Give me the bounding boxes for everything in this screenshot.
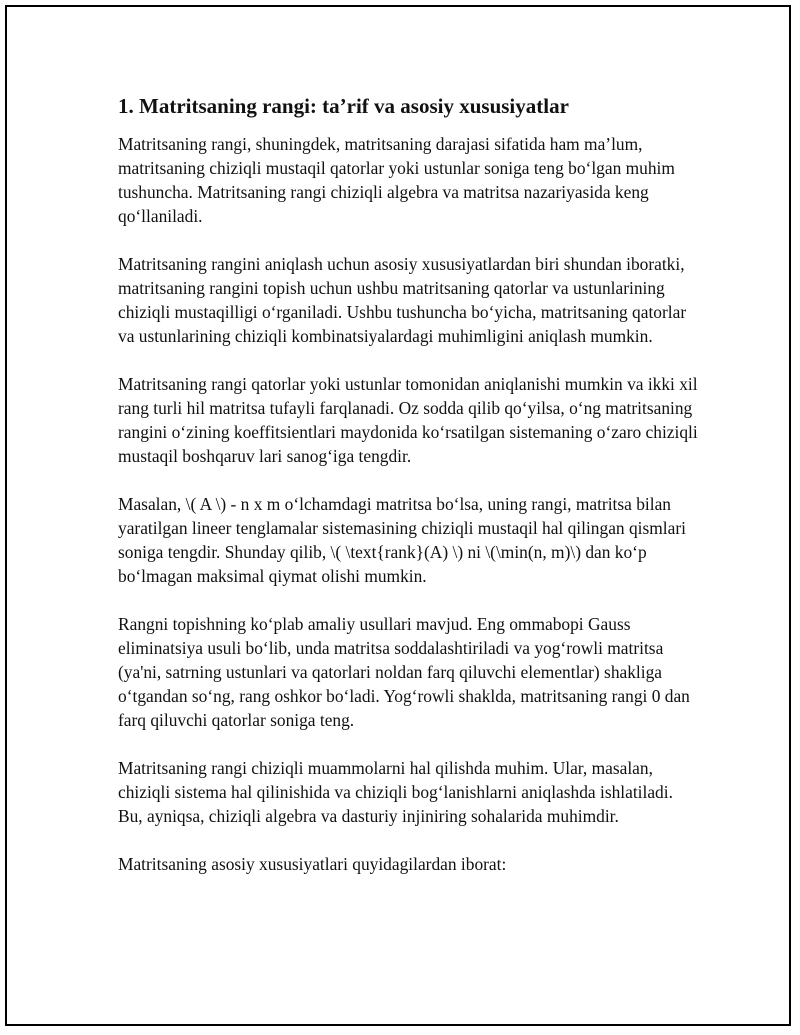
paragraph-definition: Matritsaning rangi, shuningdek, matritsaning darajasi sifatida ham ma’lum, matritsaning chiziqli mustaqil qatorlar yoki ustunlar soniga teng bo‘lgan muhim tushuncha. Matritsaning rangi chiziqli algebra va matritsa nazariyasida keng qo‘llaniladi.	[118, 134, 675, 226]
paragraph-row-column-rank: Matritsaning rangi qatorlar yoki ustunlar tomonidan aniqlanishi mumkin va ikki xil rang turli hil matritsa tufayli farqlanadi. Oz sodda qilib qo‘yilsa, o‘ng matritsaning rangini o‘zining koeffitsientlari maydonida ko‘rsatilgan sistemaning o‘zaro chiziqli mustaqil boshqaruv lari sanog‘iga tengdir.	[118, 374, 698, 466]
paragraph-applications: Matritsaning rangi chiziqli muammolarni hal qilishda muhim. Ular, masalan, chiziqli sistema hal qilinishida va chiziqli bog‘lanishlarni aniqlashda ishlatiladi. Bu, ayniqsa, chiziqli algebra va dasturiy injiniring sohalarida muhimdir.	[118, 758, 673, 826]
document-body	[118, 92, 698, 900]
paragraph-properties-intro: Matritsaning asosiy xususiyatlari quyidagilardan iborat:	[118, 854, 507, 874]
section-heading: 1. Matritsaning rangi: ta’rif va asosiy xususiyatlar	[118, 94, 569, 118]
paragraph-independence: Matritsaning rangini aniqlash uchun asosiy xususiyatlardan biri shundan iboratki, matritsaning rangini topish uchun ushbu matritsaning qatorlar va ustunlarining chiziqli mustaqilligi o‘rganiladi. Ushbu tushuncha bo‘yicha, matritsaning qatorlar va ustunlarining chiziqli kombinatsiyalardagi muhimligini aniqlash mumkin.	[118, 254, 687, 346]
paragraph-example: Masalan, \( A \) - n x m o‘lchamdagi matritsa bo‘lsa, uning rangi, matritsa bilan yaratilgan lineer tenglamalar sistemasining chiziqli mustaqil hal qilingan qismlari soniga tengdir. Shunday qilib, \( \text{rank}(A) \) ni \(\min(n, m)\) dan ko‘p bo‘lmagan maksimal qiymat olishi mumkin.	[118, 494, 686, 586]
paragraph-gauss-method: Rangni topishning ko‘plab amaliy usullari mavjud. Eng ommabopi Gauss eliminatsiya usuli bo‘lib, unda matritsa soddalashtiriladi va yog‘rowli matritsa (ya'ni, satrning ustunlari va qatorlari noldan farq qiluvchi elementlar) shakliga o‘tgandan so‘ng, rang oshkor bo‘ladi. Yog‘rowli shaklda, matritsaning rangi 0 dan farq qiluvchi qatorlar soniga teng.	[118, 614, 690, 730]
